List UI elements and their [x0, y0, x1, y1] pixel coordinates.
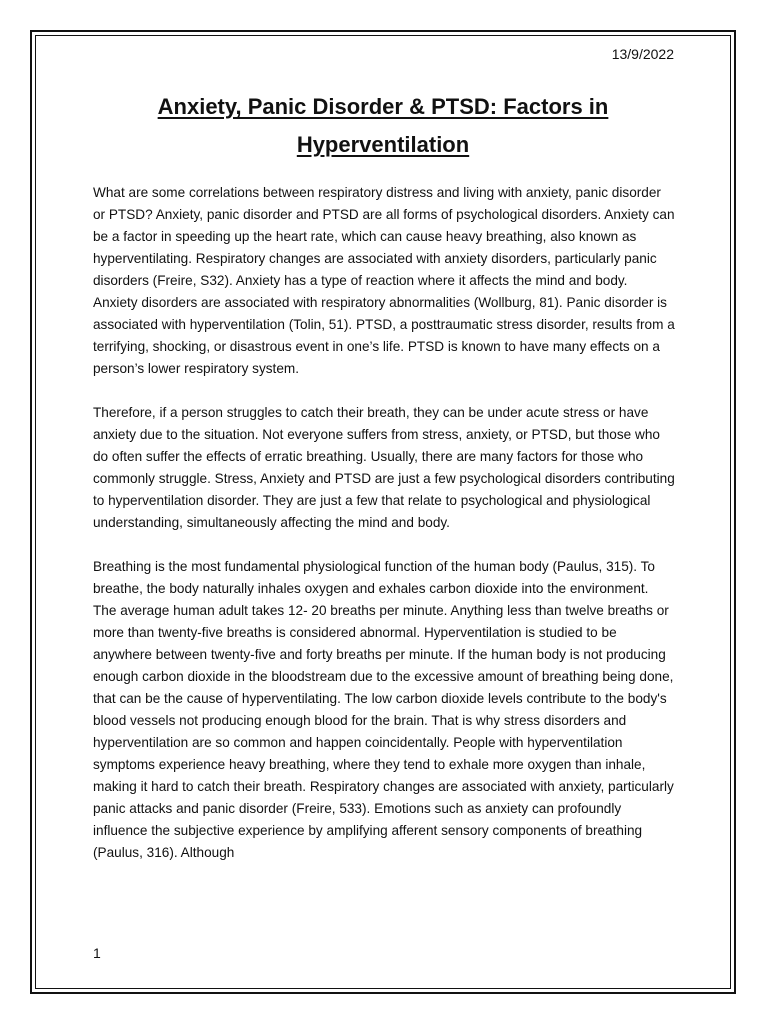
paragraph-2: Therefore, if a person struggles to catch their breath, they can be under acute stress or have anxiety due to the situation. Not everyone suffers from stress, anxiety, or PTSD, but those who do often suffer the effects of erratic breathing. Usually, there are many factors for those who commonly struggle. Stress, Anxiety and PTSD are just a few psychological disorders contributing to hyperventilation disorder. They are just a few that relate to psychological and physiological understanding, simultaneously affecting the mind and body.	[93, 405, 675, 530]
page-number: 1	[93, 945, 101, 961]
paragraph-1: What are some correlations between respiratory distress and living with anxiety, panic disorder or PTSD? Anxiety, panic disorder and PTSD are all forms of psychological disorders. Anxiety can be a factor in speeding up the heart rate, which can cause heavy breathing, also known as hyperventilating. Respiratory changes are associated with anxiety disorders, particularly panic disorders (Freire, S32). Anxiety has a type of reaction where it affects the mind and body. Anxiety disorders are associated with respiratory abnormalities (Wollburg, 81). Panic disorder is associated with hyperventilation (Tolin, 51). PTSD, a posttraumatic stress disorder, results from a terrifying, shocking, or disastrous event in one’s life. PTSD is known to have many effects on a person’s lower respiratory system.	[93, 185, 675, 376]
document-body	[93, 182, 675, 886]
document-date: 13/9/2022	[611, 46, 674, 62]
document-title: Anxiety, Panic Disorder & PTSD: Factors in Hyperventilation	[157, 94, 609, 157]
paragraph-3: Breathing is the most fundamental physiological function of the human body (Paulus, 315). To breathe, the body naturally inhales oxygen and exhales carbon dioxide into the environment. The average human adult takes 12- 20 breaths per minute. Anything less than twelve breaths or more than twenty-five breaths is considered abnormal. Hyperventilation is studied to be anywhere between twenty-five and forty breaths per minute. If the human body is not producing enough carbon dioxide in the bloodstream due to the excessive amount of breathing being done, that can be the cause of hyperventilating. The low carbon dioxide levels contribute to the body's blood vessels not producing enough blood for the brain. That is why stress disorders and hyperventilation are so common and happen coincidentally. People with hyperventilation symptoms experience heavy breathing, where they tend to exhale more oxygen than inhale, making it hard to catch their breath. Respiratory changes are associated with anxiety, particularly panic attacks and panic disorder (Freire, 533). Emotions such as anxiety can profoundly influence the subjective experience by amplifying afferent sensory components of breathing (Paulus, 316). Although	[93, 559, 674, 860]
